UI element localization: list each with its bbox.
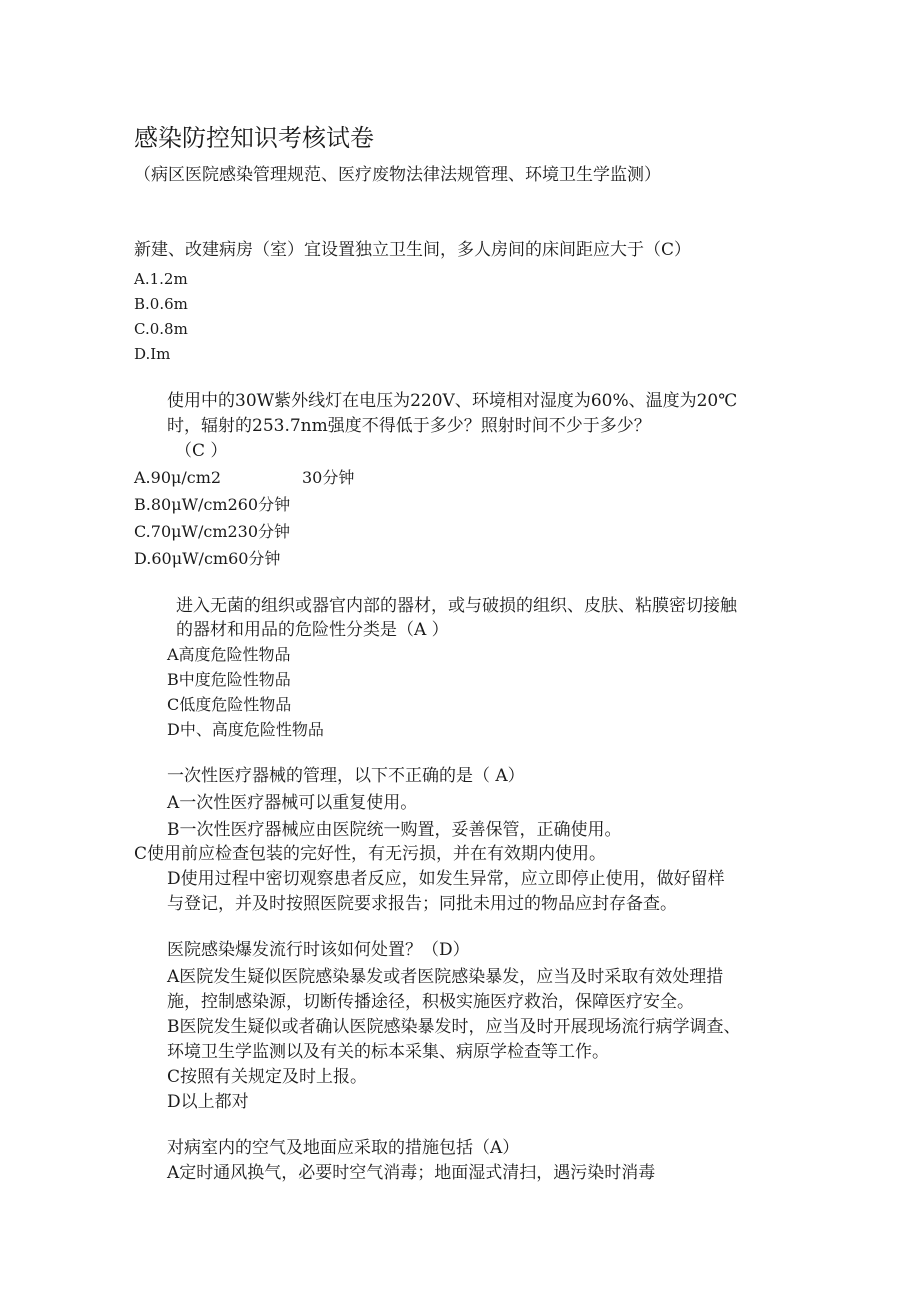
question-4-option-c: C使用前应检查包装的完好性，有无污损，并在有效期内使用。: [134, 844, 607, 864]
question-3-option-c: C低度危险性物品: [167, 695, 292, 714]
question-2-option-a-time: 30分钟: [302, 468, 355, 487]
question-2-text-line-1: 使用中的30W紫外线灯在电压为220V、环境相对湿度为60%、温度为20℃: [167, 391, 738, 411]
question-2-option-d: D.60μW/cm60分钟: [134, 549, 281, 568]
question-3-option-a: A高度危险性物品: [167, 645, 291, 664]
question-6-text: 对病室内的空气及地面应采取的措施包括（A）: [167, 1138, 520, 1158]
question-5-option-d: D以上都对: [167, 1092, 249, 1112]
question-4-option-a: A一次性医疗器械可以重复使用。: [167, 793, 418, 813]
question-4-option-d-line-2: 与登记，并及时按照医院要求报告；同批未用过的物品应封存备查。: [167, 894, 677, 914]
page-subtitle: （病区医院感染管理规范、医疗废物法律法规管理、环境卫生学监测）: [134, 165, 661, 185]
question-5-option-a-line-2: 施，控制感染源，切断传播途径，积极实施医疗救治，保障医疗安全。: [167, 992, 694, 1012]
question-2-option-c: C.70μW/cm230分钟: [134, 522, 291, 541]
question-2-answer-line: （C ）: [175, 441, 228, 461]
question-2-text-line-2: 时，辐射的253.7nm强度不得低于多少？照射时间不少于多少？: [167, 416, 651, 436]
question-5-text: 医院感染爆发流行时该如何处置？（D）: [167, 940, 470, 960]
question-1-option-d: D.Im: [134, 345, 171, 363]
question-5-option-b-line-1: B医院发生疑似或者确认医院感染暴发时，应当及时开展现场流行病学调查、: [167, 1017, 741, 1037]
question-5-option-c: C按照有关规定及时上报。: [167, 1067, 368, 1087]
question-6-option-a: A定时通风换气，必要时空气消毒；地面湿式清扫，遇污染时消毒: [167, 1163, 656, 1183]
question-1-option-b: B.0.6m: [134, 295, 188, 313]
question-3-option-b: B中度危险性物品: [167, 670, 291, 689]
question-2-option-a: A.90μ/cm2: [134, 468, 222, 487]
question-1-text: 新建、改建病房（室）宜设置独立卫生间，多人房间的床间距应大于（C）: [134, 240, 692, 260]
question-3-option-d: D中、高度危险性物品: [167, 720, 324, 739]
question-4-option-b: B一次性医疗器械应由医院统一购置，妥善保管，正确使用。: [167, 820, 622, 840]
question-3-text-line-2: 的器材和用品的危险性分类是（A ）: [176, 620, 449, 640]
question-4-option-d-line-1: D使用过程中密切观察患者反应，如发生异常，应立即停止使用，做好留样: [167, 869, 725, 889]
question-5-option-a-line-1: A医院发生疑似医院感染暴发或者医院感染暴发，应当及时采取有效处理措: [167, 967, 724, 987]
question-2-option-b: B.80μW/cm260分钟: [134, 495, 291, 514]
question-1-option-c: C.0.8m: [134, 320, 188, 338]
question-4-text: 一次性医疗器械的管理，以下不正确的是（ A）: [167, 766, 525, 786]
question-5-option-b-line-2: 环境卫生学监测以及有关的标本采集、病原学检查等工作。: [167, 1042, 609, 1062]
page-title: 感染防控知识考核试卷: [134, 124, 374, 152]
question-1-option-a: A.1.2m: [134, 270, 188, 288]
question-3-text-line-1: 进入无菌的组织或器官内部的器材，或与破损的组织、皮肤、粘膜密切接触: [176, 596, 737, 616]
